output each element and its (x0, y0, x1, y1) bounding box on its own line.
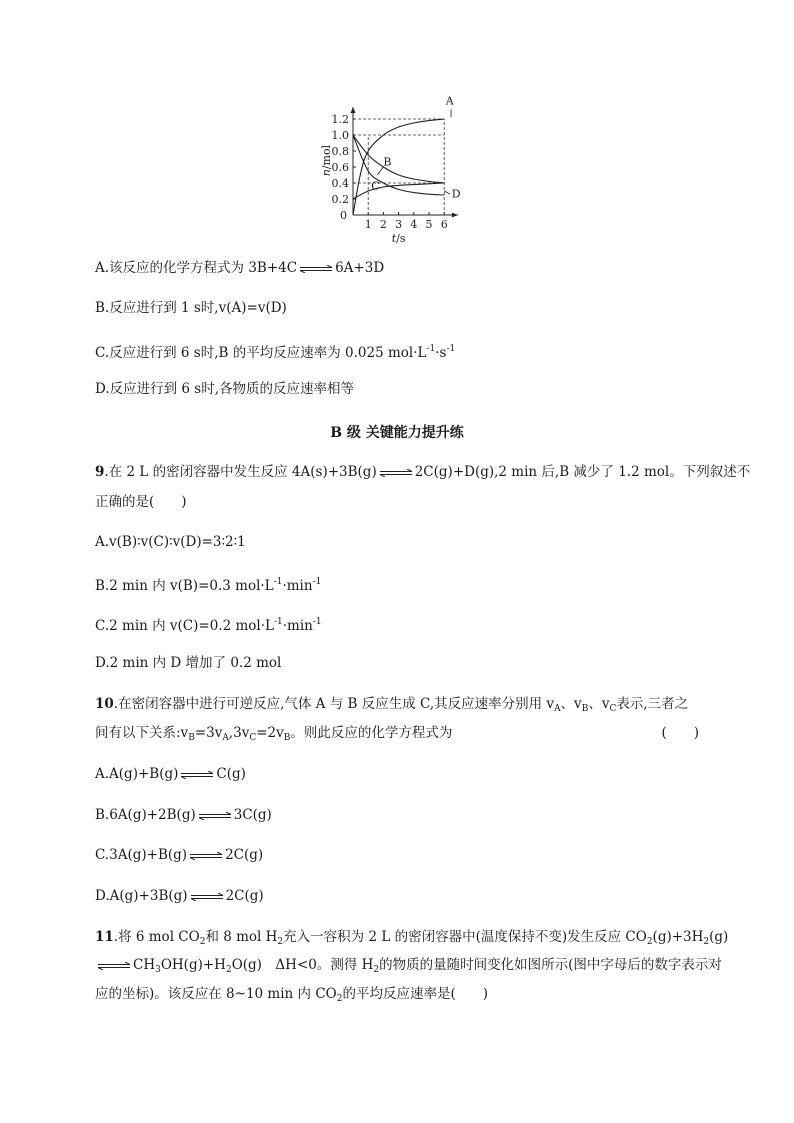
option-10a-products: C(g) (216, 766, 246, 782)
option-10a-text: A.A(g)+B(g) (95, 766, 179, 782)
chart-tick-labels (320, 113, 448, 245)
subscript: 2 (373, 965, 380, 975)
option-8b (95, 298, 287, 318)
option-8b-text: B.反应进行到 1 s时,v(A)=v(D) (95, 300, 287, 316)
y-tick-label: 0.4 (331, 177, 349, 190)
option-10c-text: C.3A(g)+B(g) (95, 847, 188, 863)
question-9-text: .在 2 L 的密闭容器中发生反应 4A(s)+3B(g) (104, 464, 377, 480)
subscript: B (581, 704, 589, 714)
option-9c-text: C.2 min 内 v(C)=0.2 mol·L (95, 618, 274, 634)
option-9b (95, 572, 321, 596)
y-tick-label: 0.2 (331, 193, 349, 206)
question-9-text-cont: 2C(g)+D(g),2 min 后,B 减少了 1.2 mol。下列叙述不 (414, 464, 751, 480)
question-11-text: (g) (709, 929, 729, 945)
option-10b-text: B.6A(g)+2B(g) (95, 807, 196, 823)
x-axis-label: t/s (391, 232, 406, 245)
y-tick-label: 1.2 (331, 113, 349, 126)
exponent: -1 (426, 344, 436, 354)
equilibrium-arrow-icon (198, 812, 232, 820)
option-8a-text: A.该反应的化学方程式为 3B+4C (95, 260, 298, 276)
x-tick-label: 4 (410, 218, 418, 231)
subscript: 2 (646, 937, 653, 947)
series-label-d: D (451, 187, 461, 201)
question-11-text: .将 6 mol CO (113, 929, 200, 945)
subscript: C (249, 733, 257, 743)
subscript: A (554, 704, 561, 714)
option-10b (95, 805, 272, 825)
x-tick-label: 3 (395, 218, 403, 231)
answer-blank: ( ) (661, 725, 699, 741)
option-8c (95, 339, 455, 363)
question-11-line3 (95, 984, 488, 1009)
exponent: -1 (312, 577, 322, 587)
unit-seconds: ·s (435, 345, 447, 361)
option-10b-products: 3C(g) (233, 807, 272, 823)
question-10-text: 、v (588, 696, 610, 712)
subscript: 2 (703, 937, 710, 947)
question-number: 9 (95, 464, 105, 480)
equilibrium-arrow-icon (189, 852, 223, 860)
y-tick-label: 0.8 (331, 145, 349, 158)
y-tick-label: 0.6 (331, 161, 349, 174)
option-9a: A.v(B)∶v(C)∶v(D)=3∶2∶1 (95, 534, 246, 550)
question-10 (95, 694, 688, 719)
exponent: -1 (273, 617, 283, 627)
y-tick-label: 1.0 (331, 129, 349, 142)
question-10-text: 、v (560, 696, 582, 712)
option-10d (95, 886, 264, 906)
y-axis-arrow (351, 107, 356, 113)
option-9b-text: B.2 min 内 v(B)=0.3 mol·L (95, 578, 274, 594)
label-b-leader (377, 167, 383, 175)
question-number: 10 (95, 696, 114, 712)
mole-time-chart (318, 95, 488, 245)
option-10d-products: 2C(g) (225, 888, 264, 904)
option-8d (95, 379, 354, 399)
series-line-a (353, 119, 444, 215)
unit-minutes: ·min (282, 618, 313, 634)
question-10-text: 间有以下关系:v (95, 725, 189, 741)
x-tick-label: 5 (425, 218, 433, 231)
option-8c-text: C.反应进行到 6 s时,B 的平均反应速率为 0.025 mol·L (95, 345, 427, 361)
question-11-text: 的平均反应速率是( ) (342, 986, 489, 1002)
option-8a-products: 6A+3D (335, 260, 385, 276)
x-tick-label: 6 (440, 218, 448, 231)
option-8d-text: D.反应进行到 6 s时,各物质的反应速率相等 (95, 381, 355, 397)
question-11-text: O(g) ΔH<0。测得 H (231, 957, 374, 973)
option-10c-products: 2C(g) (225, 847, 264, 863)
option-9c (95, 612, 322, 636)
question-10-text: 表示,三者之 (616, 696, 689, 712)
option-9d: D.2 min 内 D 增加了 0.2 mol (95, 655, 282, 671)
question-10-text: 。则此反应的化学方程式为 (290, 725, 453, 741)
question-10-line2 (95, 723, 699, 748)
question-number: 11 (95, 929, 114, 945)
series-line-d (353, 135, 444, 195)
question-11-text: 和 8 mol H (205, 929, 278, 945)
x-tick-label: 2 (379, 218, 387, 231)
exponent: -1 (312, 617, 322, 627)
y-axis-label: n/mol (320, 144, 333, 177)
option-10a (95, 764, 246, 784)
question-11-line2 (95, 955, 722, 980)
equilibrium-arrow-icon (190, 893, 224, 901)
question-11-text: 充入一容积为 2 L 的密闭容器中(温度保持不变)发生反应 CO (283, 929, 647, 945)
question-11-text: (g)+3H (652, 929, 704, 945)
chart-series-group (353, 119, 444, 215)
option-10c (95, 845, 263, 865)
subscript: C (609, 704, 617, 714)
subscript: B (188, 733, 195, 743)
subscript: 3 (155, 965, 161, 975)
option-10d-text: D.A(g)+3B(g) (95, 888, 188, 904)
equilibrium-arrow-icon (97, 962, 131, 970)
subscript: 2 (225, 965, 232, 975)
subscript: 2 (277, 937, 284, 947)
origin-label: 0 (340, 209, 347, 222)
equilibrium-arrow-icon (299, 265, 333, 273)
series-line-b (353, 135, 444, 183)
question-11-text: 的物质的量随时间变化如图所示(图中字母后的数字表示对 (379, 957, 722, 973)
question-11 (95, 927, 728, 952)
subscript: A (222, 733, 229, 743)
series-label-a: A (445, 95, 454, 108)
section-heading: B 级 关键能力提升练 (330, 425, 464, 441)
subscript: B (283, 733, 291, 743)
question-11-text: 应的坐标)。该反应在 8~10 min 内 CO (95, 986, 337, 1002)
chart-dashed-guides (353, 119, 444, 215)
equilibrium-arrow-icon (180, 771, 214, 779)
chart-axes (351, 107, 458, 218)
label-d-leader (444, 191, 450, 194)
question-11-text: CH (133, 957, 156, 973)
unit-minutes: ·min (282, 578, 313, 594)
question-9-line2: 正确的是( ) (95, 494, 187, 510)
question-10-text: =3v (194, 725, 223, 741)
question-10-text: ,3v (228, 725, 250, 741)
series-label-b: B (383, 155, 392, 169)
question-10-text: =2v (256, 725, 284, 741)
x-axis-arrow (452, 213, 458, 218)
x-tick-label: 1 (364, 218, 372, 231)
question-10-text: .在密闭容器中进行可逆反应,气体 A 与 B 反应生成 C,其反应速率分别用 v (113, 696, 555, 712)
series-line-c (353, 183, 444, 199)
option-8a (95, 258, 384, 278)
series-label-c: C (371, 179, 380, 193)
exponent: -1 (446, 344, 456, 354)
subscript: 2 (199, 937, 206, 947)
question-11-text: OH(g)+H (160, 957, 226, 973)
exponent: -1 (273, 577, 283, 587)
equilibrium-arrow-icon (379, 469, 413, 477)
subscript: 2 (336, 994, 343, 1004)
question-9 (95, 462, 750, 482)
